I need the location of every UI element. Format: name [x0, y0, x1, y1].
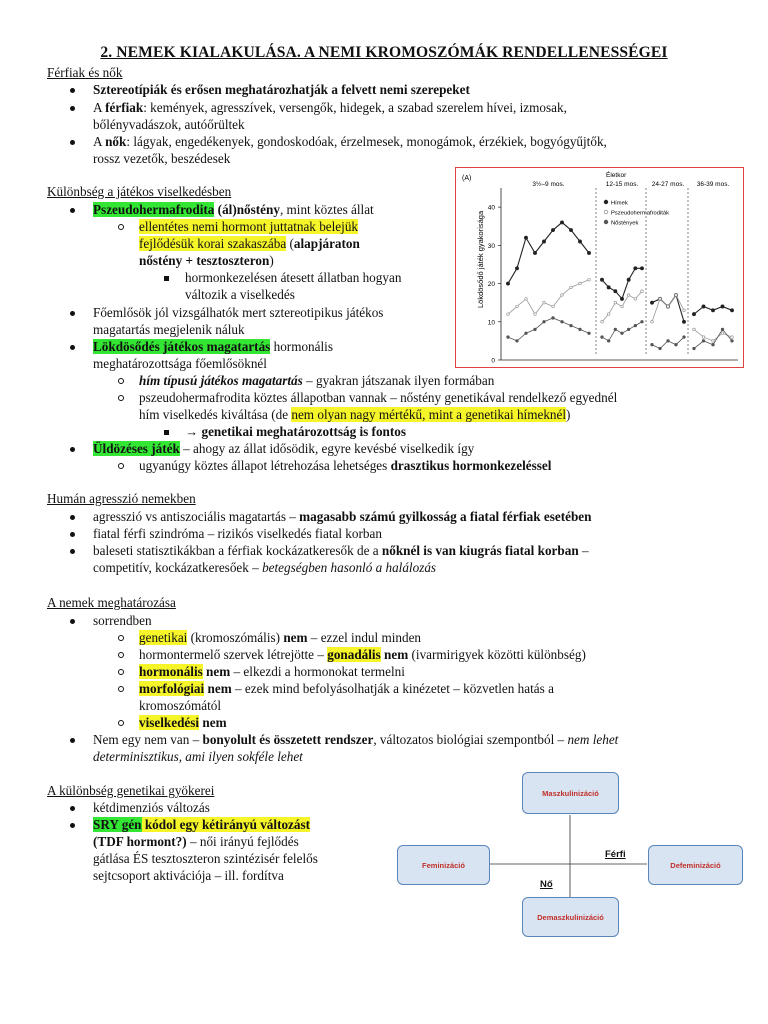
data-point	[525, 332, 528, 335]
section-heading-genetikai-gyokerei: A különbség genetikai gyökerei	[47, 783, 215, 798]
list-item: sorrendben	[93, 613, 152, 628]
data-point	[693, 328, 696, 331]
list-item: Pszeudohermafrodita (ál)nőstény, mint köztes állat	[93, 202, 374, 217]
list-item: fiatal férfi szindróma – rizikós viselkedés fiatal korban	[93, 526, 382, 541]
bullet-square-icon	[164, 276, 169, 281]
list-item-continuation: magatartás megjelenik náluk	[93, 322, 245, 337]
data-point	[534, 328, 537, 331]
data-point	[721, 305, 724, 308]
data-point	[507, 336, 510, 339]
legend-label: Pszeudohermafroditák	[611, 210, 669, 217]
list-item-continuation: változik a viselkedés	[185, 287, 295, 302]
legend-marker	[604, 200, 608, 204]
data-point	[570, 286, 573, 289]
data-point	[607, 340, 610, 343]
data-point	[667, 305, 670, 308]
data-point	[682, 320, 685, 323]
section-heading-nemek-meghatarozasa: A nemek meghatározása	[47, 595, 176, 610]
list-item-continuation: meghatározottsága főemlősöknél	[93, 356, 267, 371]
data-point	[551, 228, 554, 231]
list-item: hormonális nem – elkezdi a hormonokat termelni	[139, 664, 405, 679]
diagram-box-feminizacio: Feminizáció	[397, 845, 490, 885]
y-tick-label: 0	[491, 357, 495, 365]
data-point	[601, 336, 604, 339]
data-point	[702, 336, 705, 339]
legend-label: Nőstények	[611, 220, 639, 227]
bullet-circle-icon	[118, 463, 124, 469]
data-point	[587, 251, 590, 254]
diagram-box-maszkulinizacio: Maszkulinizáció	[522, 772, 619, 814]
data-point	[651, 320, 654, 323]
data-point	[683, 309, 686, 312]
list-item-continuation: rossz vezetők, beszédesek	[93, 151, 231, 166]
bullet-icon	[70, 823, 75, 828]
sex-differentiation-diagram	[395, 770, 745, 940]
series-line	[508, 222, 589, 283]
series-line	[508, 280, 589, 314]
bullet-icon	[70, 806, 75, 811]
group-label: 36-39 mos.	[696, 181, 730, 188]
diagram-label-female: Nő	[540, 879, 553, 890]
data-point	[659, 298, 662, 301]
data-point	[561, 294, 564, 297]
list-item: hormonkezelésen átesett állatban hogyan	[185, 270, 402, 285]
section-heading-human-agresszio: Humán agresszió nemekben	[47, 491, 196, 506]
list-item-continuation: hím viselkedés kiváltása (de nem olyan nagy mértékű, mint a genetikai hímeknél)	[139, 407, 571, 422]
chart-group-labels	[532, 180, 729, 356]
data-point	[640, 267, 643, 270]
legend-label: Hímek	[611, 200, 628, 207]
data-point	[578, 240, 581, 243]
play-frequency-chart	[455, 167, 744, 368]
data-point	[560, 221, 563, 224]
data-point	[702, 340, 705, 343]
list-item: baleseti statisztikákban a férfiak kockázatkeresők de a nőknél is van kiugrás fiatal korban –	[93, 543, 589, 558]
data-point	[515, 267, 518, 270]
data-point	[614, 290, 617, 293]
bullet-icon	[70, 140, 75, 145]
list-item: Lökdösődés játékos magatartás hormonális	[93, 339, 333, 354]
list-item-continuation: nőstény + tesztoszteron)	[139, 253, 274, 268]
bullet-icon	[70, 311, 75, 316]
data-point	[627, 294, 630, 297]
chart-series	[506, 221, 733, 350]
bullet-icon	[70, 619, 75, 624]
data-point	[507, 313, 510, 316]
list-item: morfológiai nem – ezek mind befolyásolhatják a kinézetet – közvetlen hatás a	[139, 681, 554, 696]
list-item: Sztereotípiák és erősen meghatározhatják a felvett nemi szerepeket	[93, 82, 470, 97]
data-point	[659, 347, 662, 350]
data-point	[731, 336, 734, 339]
group-label: 3½–9 mos.	[532, 181, 565, 188]
chart-legend	[604, 200, 669, 226]
data-point	[579, 282, 582, 285]
bullet-circle-icon	[118, 378, 124, 384]
data-point	[693, 347, 696, 350]
bullet-circle-icon	[118, 669, 124, 675]
diagram-label-male: Férfi	[605, 849, 626, 860]
list-item: ugyanúgy köztes állapot létrehozása lehetséges drasztikus hormonkezeléssel	[139, 458, 552, 473]
series-line	[652, 337, 684, 348]
list-item-continuation: competitív, kockázatkeresőek – betegségben hasonló a halálozás	[93, 560, 437, 575]
chart-top-label: Életkor	[606, 172, 627, 179]
y-tick-label: 20	[487, 281, 495, 289]
legend-marker	[604, 220, 608, 224]
chart-svg	[456, 168, 742, 366]
diagram-box-defeminizacio: Defeminizáció	[648, 845, 743, 885]
data-point	[525, 298, 528, 301]
data-point	[675, 343, 678, 346]
list-item: A nők: lágyak, engedékenyek, gondoskodóak, érzelmesek, monogámok, érzékiek, bogyógyűjtők,	[93, 134, 607, 149]
data-point	[641, 290, 644, 293]
group-label: 24-27 mos.	[651, 181, 685, 188]
data-point	[627, 278, 630, 281]
data-point	[721, 332, 724, 335]
data-point	[607, 286, 610, 289]
data-point	[730, 309, 733, 312]
bullet-icon	[70, 549, 75, 554]
data-point	[533, 251, 536, 254]
data-point	[543, 320, 546, 323]
bullet-icon	[70, 106, 75, 111]
bullet-icon	[70, 515, 75, 520]
series-line	[508, 318, 589, 341]
list-item: ellentétes nemi hormont juttatnak belejük	[139, 219, 359, 234]
list-item-continuation: bőlényvadászok, autóőrültek	[93, 117, 245, 132]
y-tick-label: 40	[487, 204, 495, 212]
data-point	[588, 332, 591, 335]
list-item: hím típusú játékos magatartás – gyakran játszanak ilyen formában	[139, 373, 495, 388]
data-point	[634, 267, 637, 270]
bullet-circle-icon	[118, 652, 124, 658]
data-point	[620, 297, 623, 300]
data-point	[651, 343, 654, 346]
data-point	[543, 301, 546, 304]
bullet-icon	[70, 447, 75, 452]
data-point	[712, 343, 715, 346]
list-item-continuation: sejtcsoport aktivációja – ill. fordítva	[93, 868, 284, 883]
section-heading-jatekos-viselkedes: Különbség a játékos viselkedésben	[47, 184, 232, 199]
list-item: kétdimenziós változás	[93, 800, 210, 815]
section-heading-ferfiak-es-nok: Férfiak és nők	[47, 65, 123, 80]
group-label: 12-15 mos.	[605, 181, 639, 188]
data-point	[579, 328, 582, 331]
data-point	[675, 294, 678, 297]
data-point	[516, 305, 519, 308]
list-item: → genetikai meghatározottság is fontos	[185, 424, 406, 439]
bullet-icon	[70, 345, 75, 350]
data-point	[614, 301, 617, 304]
data-point	[702, 305, 705, 308]
bullet-circle-icon	[118, 395, 124, 401]
data-point	[721, 328, 724, 331]
list-item-continuation: determinisztikus, ami ilyen sokféle lehet	[93, 749, 303, 764]
bullet-icon	[70, 532, 75, 537]
data-point	[552, 317, 555, 320]
list-item: agresszió vs antiszociális magatartás – magasabb számú gyilkosság a fiatal férfiak esetében	[93, 509, 592, 524]
data-point	[634, 298, 637, 301]
data-point	[561, 320, 564, 323]
list-item: pszeudohermafrodita köztes állapotban vannak – nőstény genetikával rendelkező egyednél	[139, 390, 618, 405]
data-point	[634, 324, 637, 327]
list-item: genetikai (kromoszómális) nem – ezzel indul minden	[139, 630, 422, 645]
series-line	[602, 268, 642, 299]
data-point	[667, 340, 670, 343]
list-item-continuation: (TDF hormont?) – női irányú fejlődés	[93, 834, 299, 849]
bullet-icon	[70, 208, 75, 213]
data-point	[552, 305, 555, 308]
bullet-circle-icon	[118, 686, 124, 692]
list-item: A férfiak: kemények, agresszívek, versengők, hidegek, a szabad szerelem hívei, izmosak,	[93, 100, 567, 115]
data-point	[711, 309, 714, 312]
bullet-circle-icon	[118, 720, 124, 726]
legend-marker	[604, 210, 608, 214]
list-item-continuation: fejlődésük korai szakaszába (alapjáraton	[139, 236, 360, 251]
series-line	[694, 329, 732, 340]
bullet-icon	[70, 88, 75, 93]
list-item: hormontermelő szervek létrejötte – gonadális nem (ivarmirigyek közötti különbség)	[139, 647, 586, 662]
chart-y-ticks	[488, 205, 501, 365]
list-item-continuation: gátlása ÉS tesztoszteron szintézisér felelős	[93, 851, 318, 866]
data-point	[621, 305, 624, 308]
list-item: Üldözéses játék – ahogy az állat idősödik, egyre kevésbé viselkedik így	[93, 441, 475, 456]
list-item: viselkedési nem	[139, 715, 227, 730]
data-point	[516, 340, 519, 343]
data-point	[627, 328, 630, 331]
data-point	[712, 340, 715, 343]
list-item: Főemlősök jól vizsgálhatók mert sztereotipikus játékos	[93, 305, 384, 320]
data-point	[524, 236, 527, 239]
y-tick-label: 30	[487, 242, 495, 250]
y-tick-label: 10	[487, 319, 495, 327]
list-item: Nem egy nem van – bonyolult és összetett rendszer, változatos biológiai szempontból – nem lehet	[93, 732, 619, 747]
bullet-icon	[70, 738, 75, 743]
data-point	[641, 320, 644, 323]
data-point	[614, 328, 617, 331]
data-point	[650, 301, 653, 304]
bullet-circle-icon	[118, 635, 124, 641]
bullet-square-icon	[164, 430, 169, 435]
diagram-box-demaszkulinizacio: Demaszkulinizáció	[522, 897, 619, 937]
data-point	[692, 313, 695, 316]
list-item: SRY gén kódol egy kétirányú változást	[93, 817, 311, 832]
chart-panel-label: (A)	[462, 175, 472, 182]
data-point	[607, 313, 610, 316]
bullet-circle-icon	[118, 224, 124, 230]
data-point	[600, 278, 603, 281]
data-point	[534, 313, 537, 316]
chart-y-axis-label: Lökdösődő játék gyakorisága	[476, 210, 485, 308]
data-point	[542, 240, 545, 243]
page-title: 2. NEMEK KIALAKULÁSA. A NEMI KROMOSZÓMÁK RENDELLENESSÉGEI	[100, 44, 668, 61]
data-point	[506, 282, 509, 285]
data-point	[570, 324, 573, 327]
data-point	[588, 278, 591, 281]
data-point	[569, 228, 572, 231]
data-point	[601, 320, 604, 323]
data-point	[731, 340, 734, 343]
data-point	[621, 332, 624, 335]
data-point	[683, 336, 686, 339]
list-item-continuation: kromoszómától	[139, 698, 222, 713]
